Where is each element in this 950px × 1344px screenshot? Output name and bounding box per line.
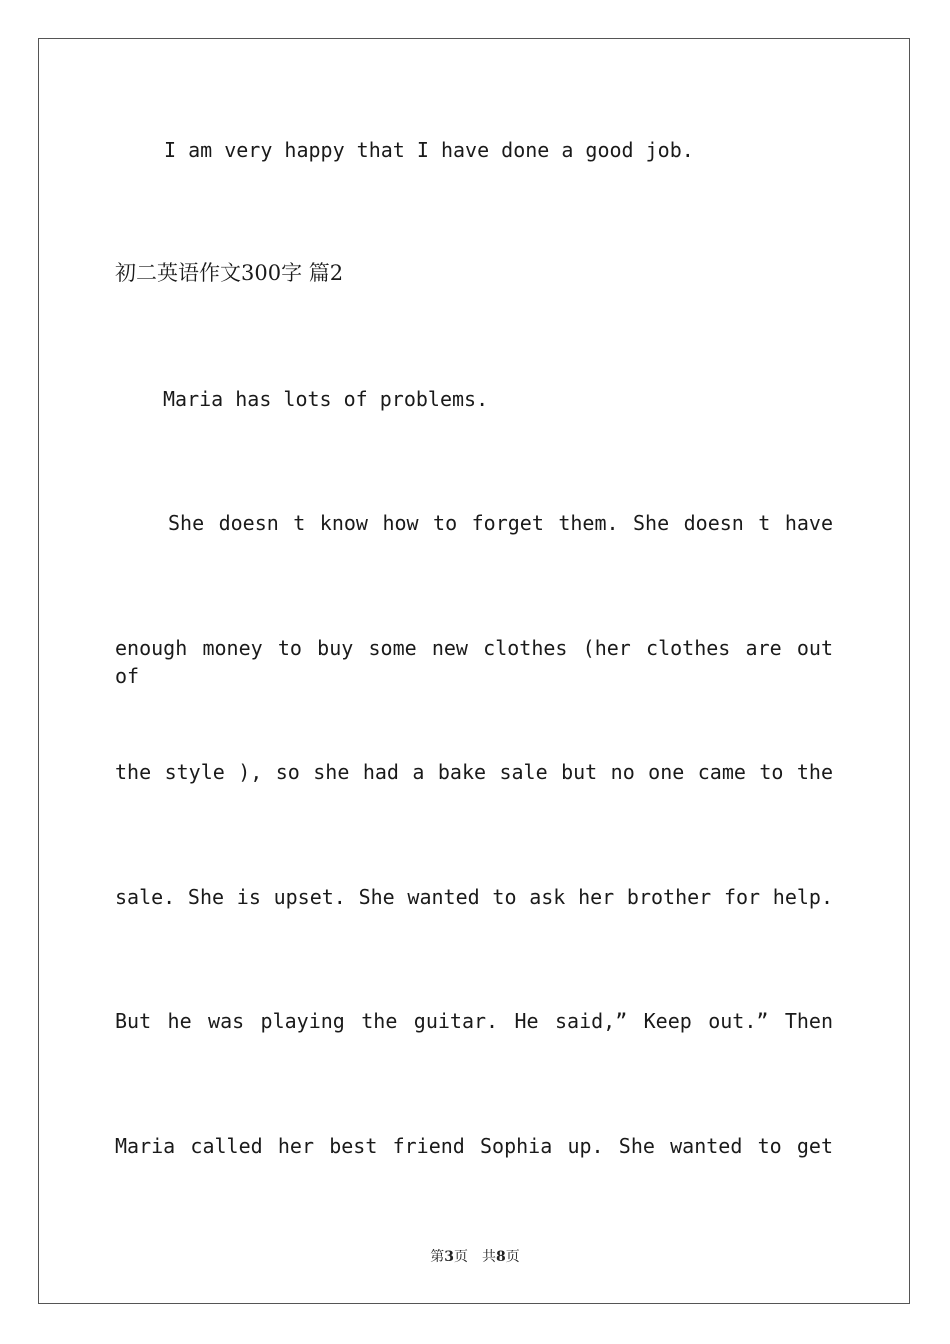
page-border	[38, 38, 910, 1304]
total-pages: 8	[496, 1249, 506, 1265]
paragraph-line: But he was playing the guitar. He said,” Keep out.” Then	[115, 1009, 833, 1033]
paragraph-line: Maria has lots of problems.	[163, 387, 489, 411]
paragraph-line: Maria called her best friend Sophia up. She wanted to get	[115, 1134, 833, 1158]
page-label-suffix: 页	[454, 1249, 468, 1265]
page-label-prefix: 第	[430, 1249, 445, 1265]
paragraph-line: the style ), so she had a bake sale but no one came to the	[115, 760, 833, 784]
paragraph-line: sale. She is upset. She wanted to ask her brother for help.	[115, 885, 833, 909]
paragraph-line: She doesn t know how to forget them. She doesn t have	[168, 511, 833, 535]
section-heading: 初二英语作文300字 篇2	[115, 261, 344, 285]
total-label-suffix: 页	[505, 1249, 520, 1265]
total-label-prefix: 共	[482, 1249, 496, 1265]
page-number: 3	[444, 1249, 454, 1265]
page-footer	[0, 1247, 950, 1267]
paragraph-line: I am very happy that I have done a good job.	[164, 138, 694, 162]
paragraph-line: enough money to buy some new clothes (her clothes are out of	[115, 636, 833, 688]
